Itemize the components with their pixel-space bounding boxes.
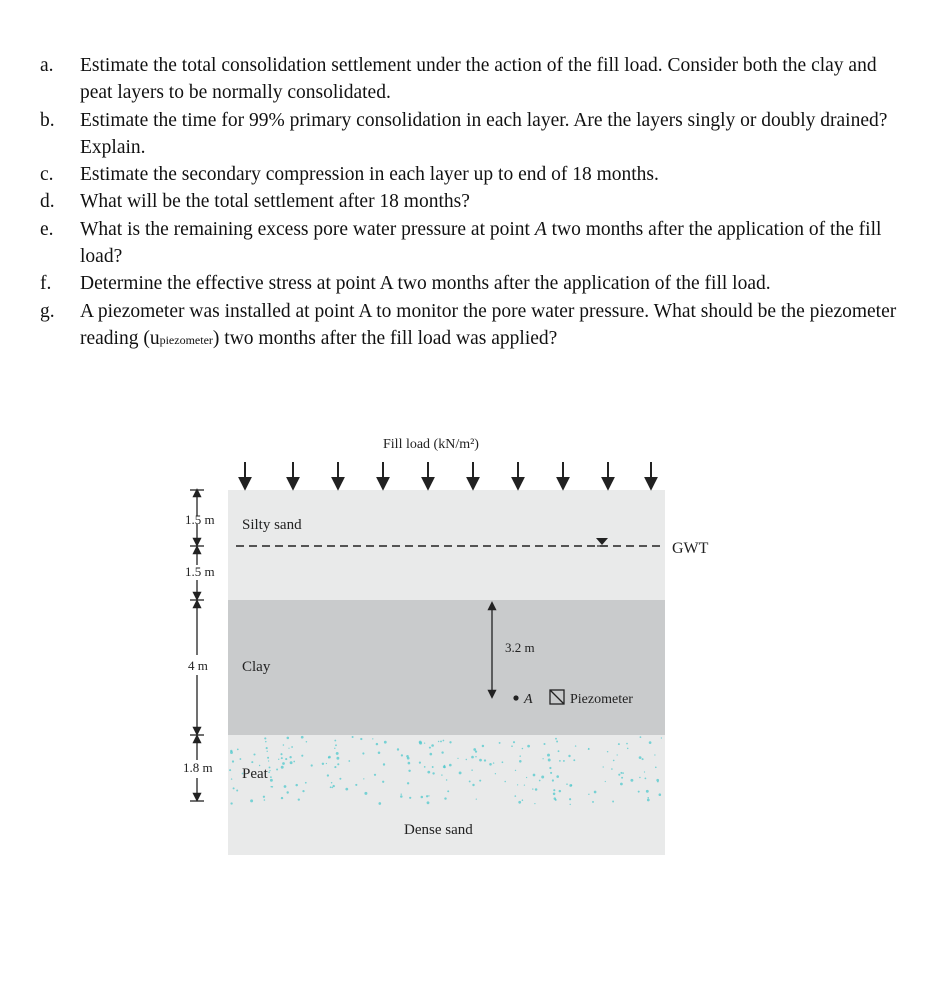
peat-speckle [301, 736, 304, 739]
peat-speckle [345, 788, 348, 791]
variable-subscript: piezometer [159, 332, 213, 347]
peat-speckle [239, 758, 241, 760]
peat-speckle [306, 741, 308, 743]
peat-speckle [424, 766, 426, 768]
peat-speckle [285, 758, 287, 760]
clay-layer [228, 600, 665, 735]
question-text: Estimate the secondary compression in each layer up to end of 18 months. [80, 164, 659, 186]
peat-speckle [499, 742, 501, 744]
peat-speckle [611, 768, 613, 770]
peat-speckle [378, 802, 381, 805]
peat-speckle [408, 762, 411, 765]
peat-speckle [543, 743, 545, 745]
peat-speckle [617, 754, 618, 755]
peat-speckle [362, 752, 364, 754]
peat-speckle [532, 788, 533, 789]
peat-speckle [288, 748, 289, 749]
peat-speckle [493, 762, 494, 763]
peat-speckle [527, 745, 530, 748]
peat-speckle [282, 762, 285, 765]
peat-speckle [563, 760, 565, 762]
peat-speckle [266, 751, 267, 752]
peat-speckle [305, 782, 307, 784]
peat-speckle [289, 756, 291, 758]
question-letter: e. [40, 218, 54, 240]
peat-speckle [457, 758, 458, 759]
peat-speckle [607, 751, 608, 752]
peat-speckle [618, 774, 620, 776]
peat-speckle [552, 779, 554, 781]
peat-speckle [566, 783, 568, 785]
peat-speckle [513, 741, 515, 743]
peat-speckle [233, 787, 235, 789]
peat-speckle [639, 756, 642, 759]
peat-speckle [229, 769, 231, 771]
dense-sand-label: Dense sand [404, 822, 473, 838]
peat-speckle [374, 774, 376, 776]
question-letter: b. [40, 109, 55, 131]
peat-speckle [449, 764, 452, 767]
peat-speckle [570, 804, 571, 805]
question-text-part: What is the remaining excess pore water pressure at point [80, 218, 535, 240]
peat-speckle [441, 774, 442, 775]
peat-speckle [333, 785, 335, 787]
peat-speckle [649, 741, 652, 744]
peat-speckle [236, 790, 238, 792]
peat-speckle [251, 761, 253, 763]
peat-speckle [547, 754, 550, 757]
question-letter: f. [40, 273, 52, 295]
question-text: What will be the total settlement after 18 months? [80, 191, 470, 213]
question-letter: a. [40, 55, 54, 76]
peat-speckle [264, 799, 266, 801]
peat-speckle [384, 741, 387, 744]
peat-label: Peat [242, 766, 268, 782]
peat-speckle [266, 747, 268, 749]
peat-speckle [594, 791, 597, 794]
peat-speckle [553, 789, 555, 791]
peat-speckle [401, 754, 403, 756]
peat-speckle [612, 801, 614, 803]
peat-speckle [647, 799, 650, 802]
peat-speckle [535, 788, 538, 791]
peat-speckle [575, 745, 576, 746]
gwt-label: GWT [672, 540, 709, 557]
peat-speckle [400, 795, 403, 798]
peat-speckle [322, 763, 324, 765]
peat-speckle [287, 791, 289, 793]
fill-load-label: Fill load (kN/m²) [383, 437, 479, 452]
silty-sand-label: Silty sand [242, 517, 302, 533]
peat-speckle [263, 796, 265, 798]
peat-speckle [550, 772, 552, 774]
peat-speckle [302, 790, 304, 792]
question-text: Estimate the total consolidation settlement under the action of the fill load. Consider both the clay and peat layers to be normally consolidated. [80, 55, 877, 104]
peat-speckle [473, 748, 476, 751]
peat-speckle [605, 781, 606, 782]
peat-speckle [419, 741, 422, 744]
peat-speckle [568, 755, 570, 757]
peat-speckle [449, 741, 451, 743]
peat-speckle [475, 750, 477, 752]
peat-speckle [432, 766, 434, 768]
peat-speckle [569, 784, 572, 787]
peat-speckle [290, 761, 293, 764]
question-text: Estimate the time for 99% primary consolidation in each layer. Are the layers singly or doubly drained? Explain. [80, 109, 888, 158]
peat-speckle [269, 770, 270, 771]
peat-speckle [264, 737, 266, 739]
peat-speckle [331, 782, 332, 783]
peat-speckle [569, 798, 571, 800]
peat-speckle [639, 777, 640, 778]
peat-speckle [466, 759, 467, 760]
question-text: Determine the effective stress at point A two months after the application of the fill load. [80, 273, 771, 295]
peat-speckle [352, 736, 354, 738]
peat-speckle [588, 748, 590, 750]
peat-speckle [424, 742, 425, 743]
peat-speckle [622, 772, 624, 774]
peat-speckle [432, 772, 434, 774]
peat-speckle [372, 738, 373, 739]
peat-speckle [278, 759, 279, 760]
peat-speckle [339, 778, 341, 780]
peat-speckle [556, 741, 558, 743]
peat-thickness: 1.8 m [183, 760, 213, 775]
peat-speckle [556, 775, 559, 778]
peat-speckle [447, 790, 449, 792]
peat-speckle [620, 783, 623, 786]
peat-speckle [519, 760, 522, 763]
peat-speckle [268, 771, 270, 773]
peat-speckle [642, 758, 644, 760]
peat-speckle [504, 781, 506, 783]
peat-speckle [659, 793, 662, 796]
peat-speckle [441, 751, 443, 753]
peat-speckle [426, 795, 428, 797]
peat-speckle [621, 777, 623, 779]
peat-speckle [524, 784, 525, 785]
peat-speckle [332, 787, 333, 788]
peat-speckle [438, 741, 439, 742]
peat-speckle [378, 752, 381, 755]
peat-speckle [630, 779, 633, 782]
silty-sand-thickness-lower: 1.5 m [185, 564, 215, 579]
peat-speckle [427, 801, 430, 804]
peat-speckle [534, 803, 535, 804]
peat-speckle [281, 766, 284, 769]
point-a-label: A [524, 692, 533, 707]
peat-speckle [311, 764, 313, 766]
peat-speckle [655, 766, 657, 768]
peat-speckle [443, 740, 445, 742]
dimension-lines [190, 490, 204, 801]
peat-speckle [364, 792, 367, 795]
peat-speckle [427, 771, 430, 774]
question-letter: g. [40, 300, 55, 322]
peat-speckle [444, 766, 446, 768]
peat-speckle [281, 757, 283, 759]
peat-speckle [281, 797, 283, 799]
question-text-part: ) two months after the fill load was applied? [212, 327, 558, 349]
piezometer-label: Piezometer [570, 692, 633, 707]
peat-speckle [484, 759, 486, 761]
peat-speckle [522, 799, 524, 801]
peat-speckle [401, 794, 402, 795]
peat-speckle [327, 774, 329, 776]
question-text-part: A piezometer was installed at point A to monitor the pore water pressure. What should be the piezometer reading ( [80, 300, 897, 349]
peat-speckle [265, 741, 267, 743]
variable-symbol: u [149, 327, 160, 349]
peat-speckle [348, 760, 350, 762]
peat-speckle [618, 743, 620, 745]
point-a-depth-label: 3.2 m [505, 640, 535, 655]
peat-speckle [479, 780, 481, 782]
peat-speckle [446, 779, 447, 780]
peat-speckle [502, 761, 504, 763]
peat-speckle [495, 773, 496, 774]
peat-speckle [472, 784, 474, 786]
peat-speckle [476, 798, 477, 799]
peat-speckle [409, 797, 411, 799]
peat-speckle [337, 763, 339, 765]
peat-speckle [291, 746, 293, 748]
peat-speckle [646, 790, 649, 793]
question-letter: d. [40, 191, 55, 213]
peat-speckle [298, 798, 300, 800]
peat-speckle [287, 737, 290, 740]
peat-speckle [548, 759, 551, 762]
peat-speckle [640, 736, 642, 738]
peat-speckle [430, 753, 433, 756]
peat-speckle [431, 744, 434, 747]
peat-speckle [588, 794, 589, 795]
peat-speckle [592, 801, 594, 803]
peat-speckle [526, 777, 527, 778]
silty-sand-layer [228, 490, 665, 600]
peat-speckle [515, 770, 516, 771]
peat-speckle [647, 797, 649, 799]
peat-speckle [558, 750, 560, 752]
peat-speckle [644, 771, 645, 772]
peat-speckle [514, 795, 516, 797]
peat-speckle [336, 752, 339, 755]
peat-speckle [334, 748, 335, 749]
peat-speckle [363, 778, 364, 779]
peat-speckle [355, 784, 357, 786]
question-text-part: two months after the application of the fill load? [80, 218, 882, 268]
peat-speckle [482, 745, 484, 747]
peat-speckle [408, 770, 410, 772]
peat-speckle [539, 780, 541, 782]
peat-speckle [613, 760, 615, 762]
point-a-marker [513, 695, 518, 700]
peat-speckle [638, 791, 640, 793]
peat-speckle [573, 759, 575, 761]
peat-speckle [231, 778, 232, 779]
peat-speckle [645, 778, 647, 780]
peat-speckle [459, 771, 462, 774]
peat-speckle [407, 782, 409, 784]
peat-speckle [475, 756, 476, 757]
peat-speckle [626, 743, 628, 745]
clay-label: Clay [242, 659, 271, 675]
peat-speckle [301, 755, 303, 757]
peat-speckle [328, 757, 330, 759]
peat-speckle [270, 779, 273, 782]
peat-speckle [382, 781, 384, 783]
peat-speckle [559, 790, 561, 792]
point-symbol: A [534, 218, 547, 240]
peat-speckle [280, 753, 282, 755]
peat-speckle [553, 793, 556, 796]
peat-speckle [627, 748, 629, 750]
fill-load-arrows [245, 462, 651, 488]
peat-speckle [549, 767, 551, 769]
peat-speckle [440, 740, 442, 742]
peat-speckle [428, 795, 429, 796]
peat-speckle [518, 801, 521, 804]
peat-speckle [230, 751, 233, 754]
peat-speckle [335, 744, 337, 746]
peat-speckle [541, 776, 544, 779]
peat-speckle [471, 769, 473, 771]
peat-speckle [334, 766, 336, 768]
peat-speckle [519, 755, 521, 757]
peat-speckle [654, 754, 655, 755]
peat-speckle [511, 745, 513, 747]
peat-speckle [267, 757, 269, 759]
peat-speckle [326, 763, 327, 764]
peat-speckle [336, 757, 339, 760]
peat-speckle [522, 748, 524, 750]
peat-speckle [554, 797, 557, 800]
question-letter: c. [40, 164, 54, 186]
peat-speckle [360, 738, 362, 740]
peat-speckle [283, 744, 285, 746]
peat-speckle [559, 760, 561, 762]
peat-speckle [271, 786, 273, 788]
peat-speckle [471, 756, 474, 759]
peat-speckle [268, 760, 269, 761]
peat-speckle [383, 763, 385, 765]
peat-speckle [293, 761, 295, 763]
peat-speckle [421, 796, 424, 799]
peat-speckle [419, 762, 421, 764]
peat-speckle [533, 774, 536, 777]
peat-speckle [542, 758, 543, 759]
peat-speckle [444, 797, 446, 799]
peat-speckle [284, 785, 287, 788]
peat-speckle [230, 802, 232, 804]
peat-speckle [397, 748, 399, 750]
peat-speckle [269, 766, 271, 768]
peat-speckle [661, 737, 662, 738]
peat-speckle [295, 784, 297, 786]
peat-speckle [469, 780, 471, 782]
peat-speckle [250, 799, 253, 802]
peat-speckle [620, 772, 622, 774]
peat-speckle [237, 749, 239, 751]
clay-thickness: 4 m [188, 658, 208, 673]
peat-speckle [603, 766, 604, 767]
peat-speckle [517, 784, 518, 785]
peat-speckle [232, 760, 234, 762]
peat-speckle [334, 740, 336, 742]
peat-speckle [276, 769, 278, 771]
peat-speckle [555, 738, 557, 740]
peat-speckle [489, 763, 492, 766]
peat-speckle [429, 747, 431, 749]
peat-speckle [330, 786, 332, 788]
peat-speckle [376, 743, 378, 745]
peat-speckle [657, 781, 658, 782]
silty-sand-thickness-upper: 1.5 m [185, 512, 215, 527]
peat-speckle [270, 776, 272, 778]
peat-speckle [407, 757, 410, 760]
peat-speckle [253, 753, 255, 755]
peat-speckle [479, 759, 482, 762]
